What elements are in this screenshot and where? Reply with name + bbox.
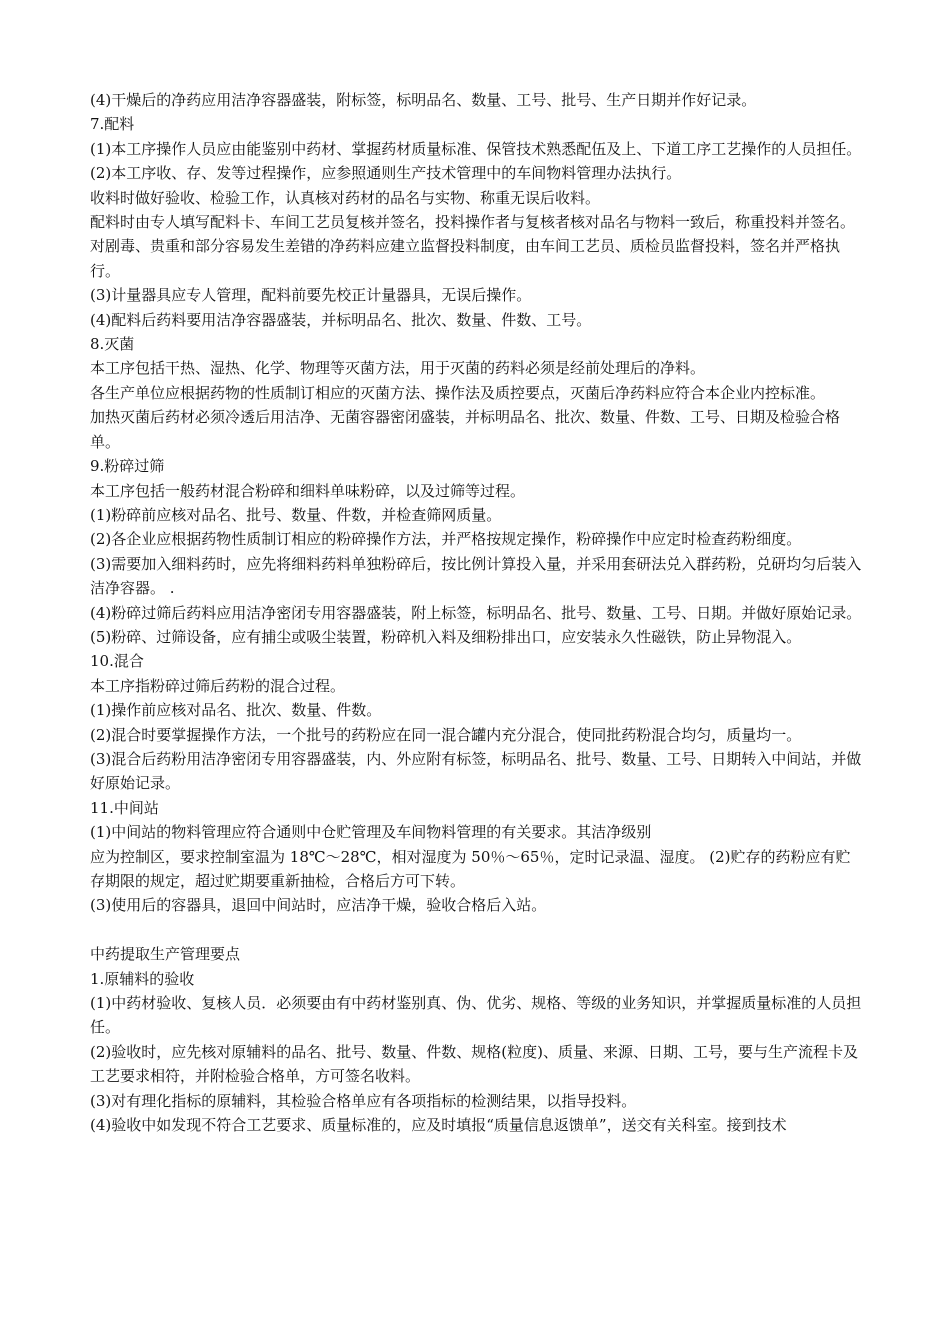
paragraph: (3)混合后药粉用洁净密闭专用容器盛装，内、外应附有标签，标明品名、批号、数量、工号、日期转入中间站，并做好原始记录。 <box>90 749 862 793</box>
paragraph: (3)计量器具应专人管理，配料前要先校正计量器具，无误后操作。 <box>90 286 532 305</box>
paragraph: (2)验收时，应先核对原辅料的品名、批号、数量、件数、规格(粒度)、质量、来源、日期、工号，要与生产流程卡及工艺要求相符，并附检验合格单，方可签名收料。 <box>90 1042 858 1086</box>
paragraph: 应为控制区，要求控制室温为 18℃～28℃，相对湿度为 50％～65％，定时记录温、湿度。 (2)贮存的药粉应有贮存期限的规定，超过贮期要重新抽检，合格后方可下转。 <box>90 847 851 890</box>
paragraph: 本工序包括一般药材混合粉碎和细料单味粉碎，以及过筛等过程。 <box>90 481 526 500</box>
document-title: 中药提取生产管理要点 <box>90 945 241 964</box>
paragraph: (4)粉碎过筛后药料应用洁净密闭专用容器盛装，附上标签，标明品名、批号、数量、工号、日期。并做好原始记录。 <box>90 603 862 622</box>
paragraph: 收料时做好验收、检验工作，认真核对药材的品名与实物、称重无误后收料。 <box>90 188 601 207</box>
section-heading: 8.灭菌 <box>90 335 135 354</box>
paragraph: (4)配料后药料要用洁净容器盛装，并标明品名、批次、数量、件数、工号。 <box>90 310 592 329</box>
paragraph: (1)粉碎前应核对品名、批号、数量、件数，并检查筛网质量。 <box>90 505 502 524</box>
paragraph: (4)验收中如发现不符合工艺要求、质量标准的，应及时填报“质量信息返馈单”，送交有关科室。接到技术 <box>90 1116 787 1135</box>
paragraph: (2)各企业应根据药物性质制订相应的粉碎操作方法，并严格按规定操作，粉碎操作中应定时检查药粉细度。 <box>90 530 802 549</box>
paragraph: (3)需要加入细料药时，应先将细料药料单独粉碎后，按比例计算投入量，并采用套研法兑入群药粉，兑研均匀后装入洁净容器。 . <box>90 554 862 598</box>
section-heading: 10.混合 <box>90 652 144 671</box>
paragraph: (2)本工序收、存、发等过程操作，应参照通则生产技术管理中的车间物料管理办法执行。 <box>90 164 682 183</box>
section-heading: 11.中间站 <box>90 798 159 817</box>
section-heading: 7.配料 <box>90 115 135 134</box>
paragraph: 本工序指粉碎过筛后药粉的混合过程。 <box>90 676 346 695</box>
section-heading: 1.原辅料的验收 <box>90 969 195 988</box>
paragraph: (1)本工序操作人员应由能鉴别中药材、掌握药材质量标准、保管技术熟悉配伍及上、下道工序工艺操作的人员担任。 <box>90 139 862 158</box>
paragraph: (3)使用后的容器具，退回中间站时，应洁净干燥，验收合格后入站。 <box>90 896 547 915</box>
paragraph: 本工序包括干热、湿热、化学、物理等灭菌方法，用于灭菌的药料必须是经前处理后的净料。 <box>90 359 706 378</box>
paragraph: (3)对有理化指标的原辅料，其检验合格单应有各项指标的检测结果，以指导投料。 <box>90 1091 637 1110</box>
paragraph: (4)干燥后的净药应用洁净容器盛装，附标签，标明品名、数量、工号、批号、生产日期并作好记录。 <box>90 91 757 109</box>
paragraph: 加热灭菌后药材必须冷透后用洁净、无菌容器密闭盛装，并标明品名、批次、数量、件数、工号、日期及检验合格单。 <box>90 408 841 451</box>
blank-line <box>90 918 864 942</box>
paragraph: (5)粉碎、过筛设备，应有捕尘或吸尘装置，粉碎机入料及细粉排出口，应安装永久性磁铁，防止异物混入。 <box>90 627 802 646</box>
paragraph: (1)中药材验收、复核人员．必须要由有中药材鉴别真、伪、优劣、规格、等级的业务知识，并掌握质量标准的人员担任。 <box>90 994 862 1037</box>
paragraph: 各生产单位应根据药物的性质制订相应的灭菌方法、操作法及质控要点，灭菌后净药料应符合本企业内控标准。 <box>90 383 826 402</box>
paragraph: (1)中间站的物料管理应符合通则中仓贮管理及车间物料管理的有关要求。其洁净级别 <box>90 823 652 842</box>
paragraph: 配料时由专人填写配料卡、车间工艺员复核并签名，投料操作者与复核者核对品名与物料一致后，称重投料并签名。对剧毒、贵重和部分容易发生差错的净药料应建立监督投料制度，由车间工艺员、质检员监督投料，签名并严格执行。 <box>90 213 856 280</box>
paragraph: (2)混合时要掌握操作方法，一个批号的药粉应在同一混合罐内充分混合，使同批药粉混合均匀，质量均一。 <box>90 725 802 744</box>
section-heading: 9.粉碎过筛 <box>90 457 165 476</box>
paragraph: (1)操作前应核对品名、批次、数量、件数。 <box>90 701 382 720</box>
